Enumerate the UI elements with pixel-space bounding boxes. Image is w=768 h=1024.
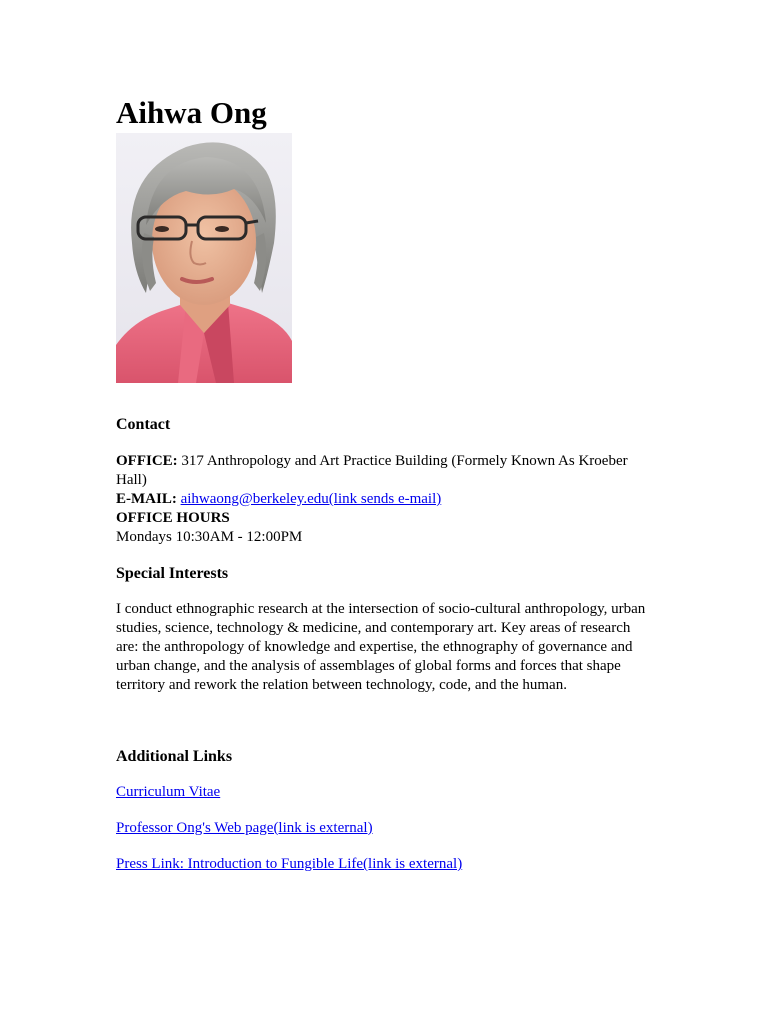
contact-details <box>116 452 656 547</box>
link-item <box>116 855 656 874</box>
email-link[interactable]: aihwaong@berkeley.edu(link sends e-mail) <box>180 491 442 507</box>
additional-links-heading: Additional Links <box>116 748 233 765</box>
office-hours-value: Mondays 10:30AM - 12:00PM <box>116 529 303 545</box>
special-interests-text: I conduct ethnographic research at the intersection of socio-cultural anthropology, urban studies, science, technology & medicine, and contemporary art. Key areas of research are: the anthropology of knowledge and expertise, the ethnography of governance and urban change, and the analysis of assemblages of global forms and forces that shape territory and rework the relation between technology, code, and the human. <box>116 601 646 693</box>
office-line <box>116 452 656 490</box>
link-item <box>116 783 656 802</box>
curriculum-vitae-link[interactable]: Curriculum Vitae <box>116 784 221 800</box>
office-hours-label: OFFICE HOURS <box>116 510 230 526</box>
contact-heading: Contact <box>116 416 171 433</box>
special-interests-heading: Special Interests <box>116 565 229 582</box>
press-link[interactable]: Press Link: Introduction to Fungible Life(link is external) <box>116 856 463 872</box>
email-line <box>116 490 656 509</box>
link-item <box>116 819 656 838</box>
profile-content <box>116 94 656 874</box>
email-label: E-MAIL: <box>116 491 177 507</box>
portrait-image <box>116 133 292 383</box>
profile-photo <box>116 133 292 383</box>
office-value: 317 Anthropology and Art Practice Building (Formely Known As Kroeber Hall) <box>116 453 628 488</box>
office-label: OFFICE: <box>116 453 178 469</box>
page-title: Aihwa Ong <box>116 95 267 130</box>
web-page-link[interactable]: Professor Ong's Web page(link is external) <box>116 820 373 836</box>
